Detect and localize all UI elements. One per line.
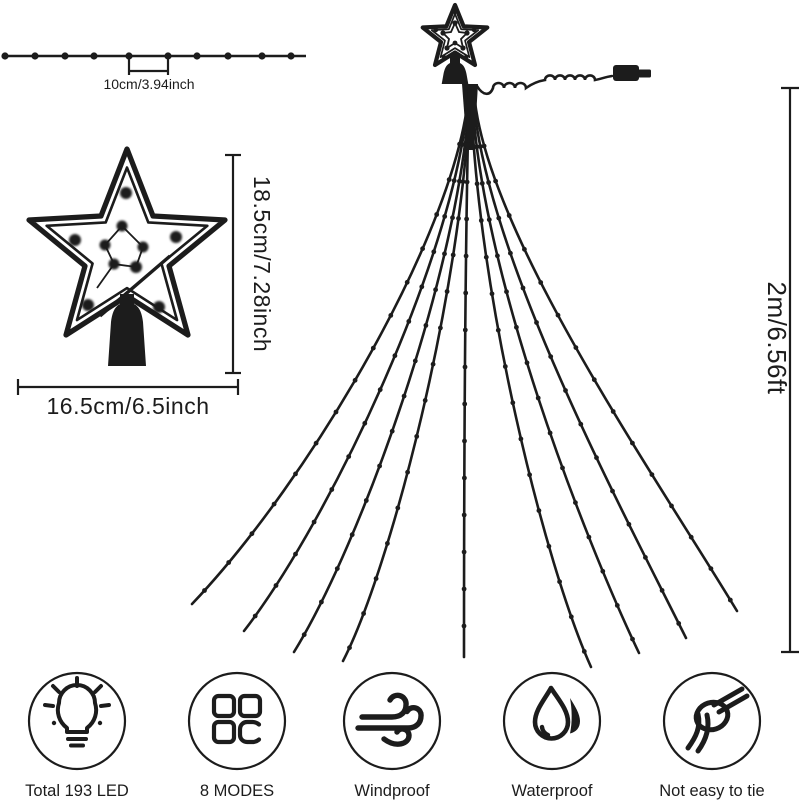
feature-not-easy-to-tie	[659, 673, 764, 800]
feature-windproof	[344, 673, 440, 800]
led-spacing-diagram	[1, 52, 306, 92]
features-row	[25, 673, 765, 800]
modes-grid-icon	[214, 696, 260, 742]
feature-circle	[189, 673, 285, 769]
light-bulb-icon	[45, 678, 109, 746]
spacing-label: 10cm/3.94inch	[103, 76, 195, 92]
feature-label: Total 193 LED	[25, 782, 129, 800]
feature-total-led	[25, 673, 129, 800]
knot-icon	[688, 689, 747, 751]
strand-line	[294, 90, 470, 652]
big-star-led-wire	[97, 226, 143, 288]
feature-label: Not easy to tie	[659, 782, 765, 800]
wind-icon	[358, 695, 421, 744]
star-topper-with-cord	[423, 5, 651, 150]
feature-label: Waterproof	[511, 782, 593, 800]
power-plug-icon	[613, 65, 651, 81]
strand-line	[244, 90, 469, 631]
strand-line	[474, 92, 737, 611]
feature-circle	[344, 673, 440, 769]
star-topper-dimensions	[18, 149, 275, 419]
feature-modes	[189, 673, 285, 800]
feature-circle	[664, 673, 760, 769]
spacing-bracket	[129, 59, 168, 75]
feature-waterproof	[504, 673, 600, 800]
star-width-label: 16.5cm/6.5inch	[46, 393, 210, 419]
feature-label: 8 MODES	[199, 782, 275, 800]
star-height-label: 18.5cm/7.28inch	[249, 175, 275, 353]
feature-label: Windproof	[354, 782, 430, 800]
height-dimension-line	[225, 155, 241, 373]
water-drop-icon	[535, 688, 580, 739]
power-cord	[477, 75, 612, 93]
strand-length-label: 2m/6.56ft	[762, 281, 792, 395]
strand-length-dimension	[762, 88, 799, 652]
